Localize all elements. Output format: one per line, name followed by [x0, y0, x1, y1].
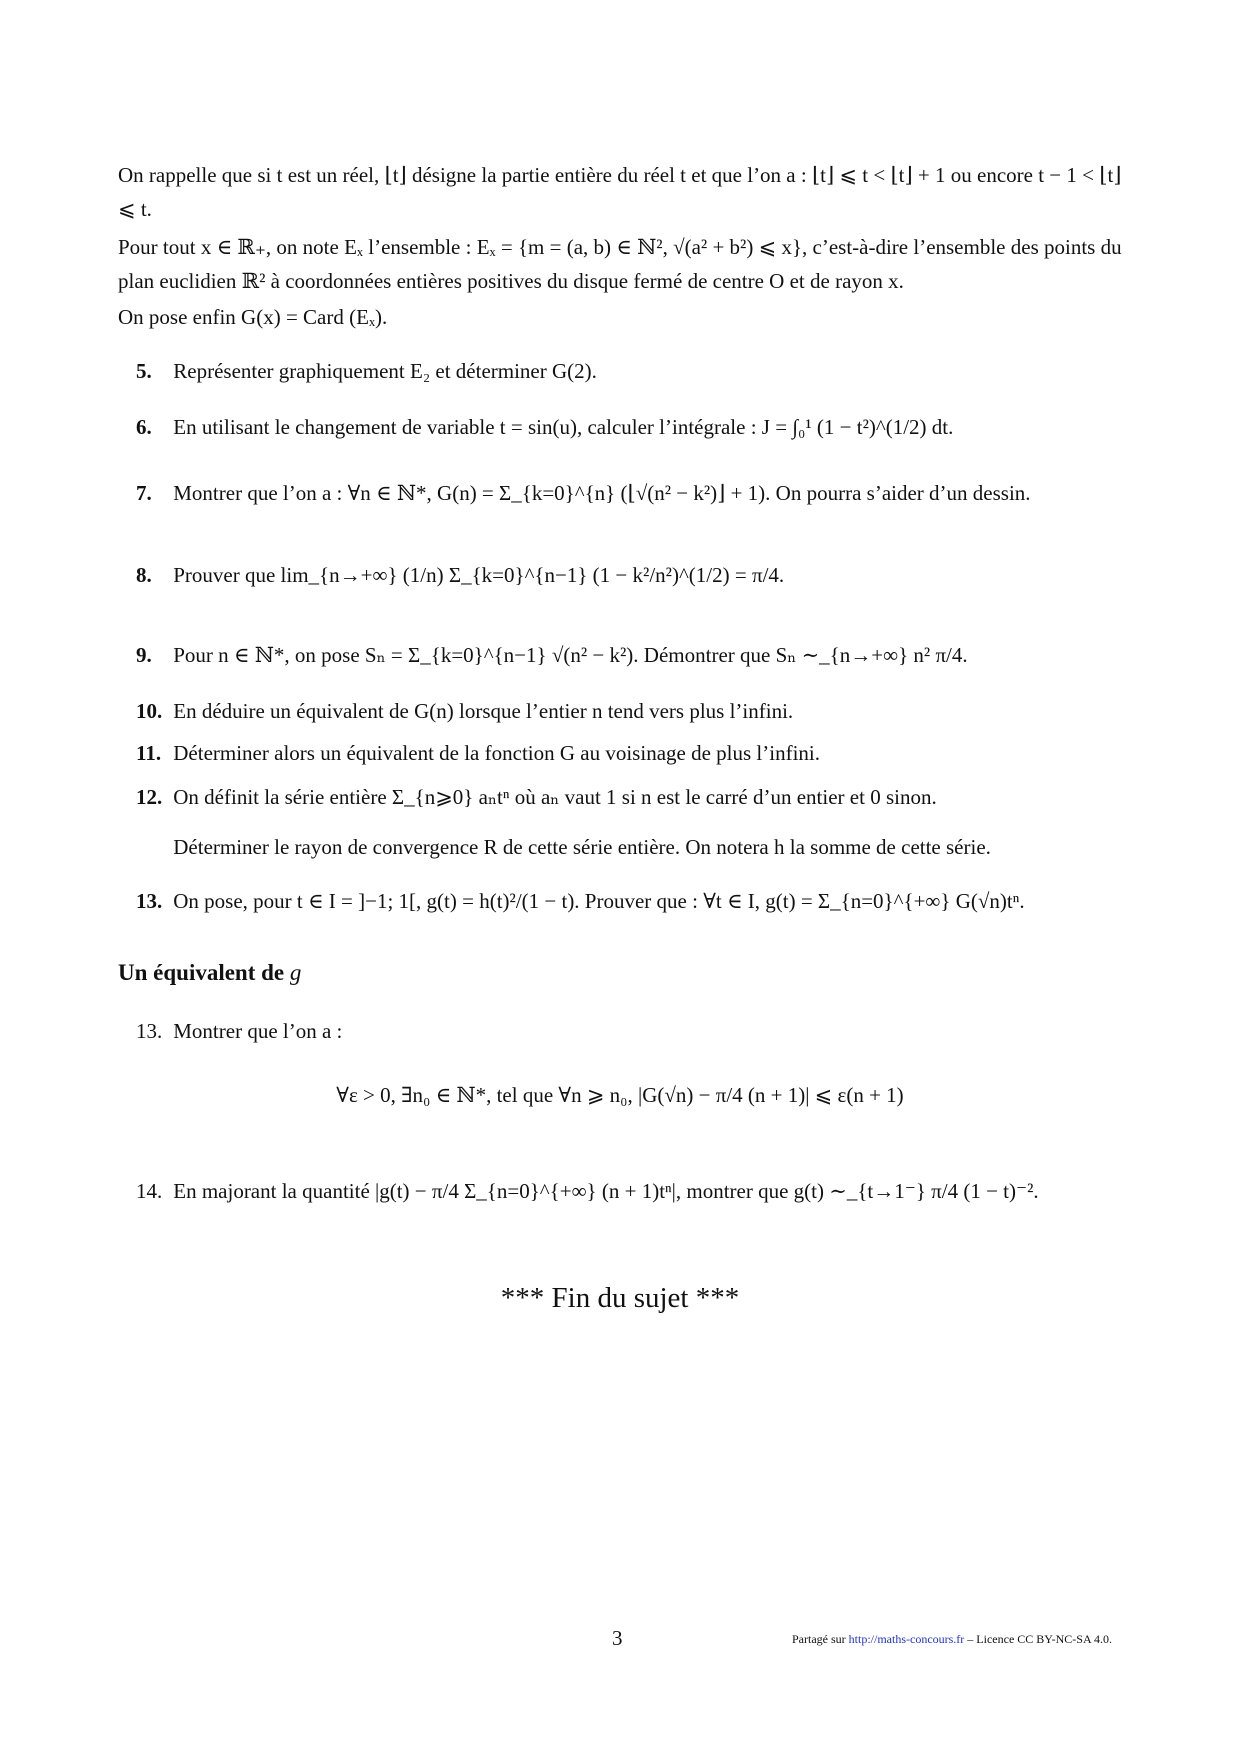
question-7: [136, 476, 1106, 510]
section-heading: [118, 960, 301, 986]
question-number: 11.: [136, 741, 162, 765]
question-number: 13.: [136, 1019, 163, 1043]
question-number: 7.: [136, 481, 152, 505]
question-10: [136, 694, 1106, 728]
footer-prefix: Partagé sur: [792, 1632, 846, 1646]
question-text: En utilisant le changement de variable t = sin(u), calculer l’intégrale : J = ∫₀¹ (1 − t²)^(1/2) dt.: [173, 415, 954, 439]
question-text: En majorant la quantité |g(t) − π/4 Σ_{n=0}^{+∞} (n + 1)tⁿ|, montrer que g(t) ∼_{t→1⁻} π/4 (1 − t)⁻².: [173, 1179, 1039, 1203]
question-text: On définit la série entière Σ_{n⩾0} aₙtⁿ où aₙ vaut 1 si n est le carré d’un entier et 0 sinon.: [173, 785, 937, 809]
question-number: 13.: [136, 889, 163, 913]
question-6: [136, 410, 1106, 444]
question-13: [136, 884, 1106, 918]
part2-question-14: [136, 1174, 1106, 1208]
question-number: 14.: [136, 1179, 163, 1203]
page-number: 3: [612, 1626, 623, 1650]
question-text: Pour n ∈ ℕ*, on pose Sₙ = Σ_{k=0}^{n−1} √(n² − k²). Démontrer que Sₙ ∼_{n→+∞} n² π/4.: [173, 643, 968, 667]
question-text: En déduire un équivalent de G(n) lorsque l’entier n tend vers plus l’infini.: [173, 699, 794, 723]
question-number: 8.: [136, 563, 152, 587]
question-12-continued: [136, 830, 1106, 864]
question-text: Représenter graphiquement E₂ et déterminer G(2).: [173, 359, 597, 383]
end-of-subject: *** Fin du sujet ***: [500, 1282, 740, 1314]
footer-suffix: – Licence CC BY-NC-SA 4.0.: [967, 1632, 1112, 1646]
question-number: 9.: [136, 643, 152, 667]
question-text: Déterminer alors un équivalent de la fonction G au voisinage de plus l’infini.: [173, 741, 820, 765]
intro-paragraph-2: Pour tout x ∈ ℝ₊, on note Eₓ l’ensemble : Eₓ = {m = (a, b) ∈ ℕ², √(a² + b²) ⩽ x}, c’est-à-dire l’ensemble des points du plan euclidien ℝ² à coordonnées entières positives du disque fermé de centre O et de rayon x.: [118, 235, 1122, 293]
section-title: Un équivalent de: [118, 960, 285, 985]
question-number: 6.: [136, 415, 152, 439]
question-12: [136, 780, 1106, 814]
question-text: Montrer que l’on a : ∀n ∈ ℕ*, G(n) = Σ_{k=0}^{n} (⌊√(n² − k²)⌋ + 1). On pourra s’aider d’un dessin.: [173, 481, 1031, 505]
question-text: On pose, pour t ∈ I = ]−1; 1[, g(t) = h(t)²/(1 − t). Prouver que : ∀t ∈ I, g(t) = Σ_{n=0}^{+∞} G(√n)tⁿ.: [173, 889, 1025, 913]
question-number: 5.: [136, 359, 152, 383]
question-5: [136, 354, 1106, 388]
question-text: Déterminer le rayon de convergence R de cette série entière. On notera h la somme de cette série.: [173, 835, 991, 859]
display-formula: ∀ε > 0, ∃n₀ ∈ ℕ*, tel que ∀n ⩾ n₀, |G(√n) − π/4 (n + 1)| ⩽ ε(n + 1): [336, 1083, 904, 1107]
intro-paragraph-1: On rappelle que si t est un réel, ⌊t⌋ désigne la partie entière du réel t et que l’on a : ⌊t⌋ ⩽ t < ⌊t⌋ + 1 ou encore t − 1 < ⌊t⌋ ⩽ t.: [118, 163, 1122, 221]
question-9: [136, 638, 1106, 672]
footer-link[interactable]: http://maths-concours.fr: [848, 1632, 965, 1646]
question-number: 12.: [136, 785, 163, 809]
question-number: 10.: [136, 699, 163, 723]
section-variable: g: [289, 960, 302, 985]
question-11: [136, 736, 1106, 770]
question-text: Montrer que l’on a :: [173, 1019, 343, 1043]
question-8: [136, 558, 1106, 592]
intro-paragraph-3: On pose enfin G(x) = Card (Eₓ).: [118, 305, 388, 329]
part2-question-13: [136, 1014, 1106, 1048]
footer-license: [792, 1632, 1112, 1647]
question-text: Prouver que lim_{n→+∞} (1/n) Σ_{k=0}^{n−1} (1 − k²/n²)^(1/2) = π/4.: [173, 563, 785, 587]
